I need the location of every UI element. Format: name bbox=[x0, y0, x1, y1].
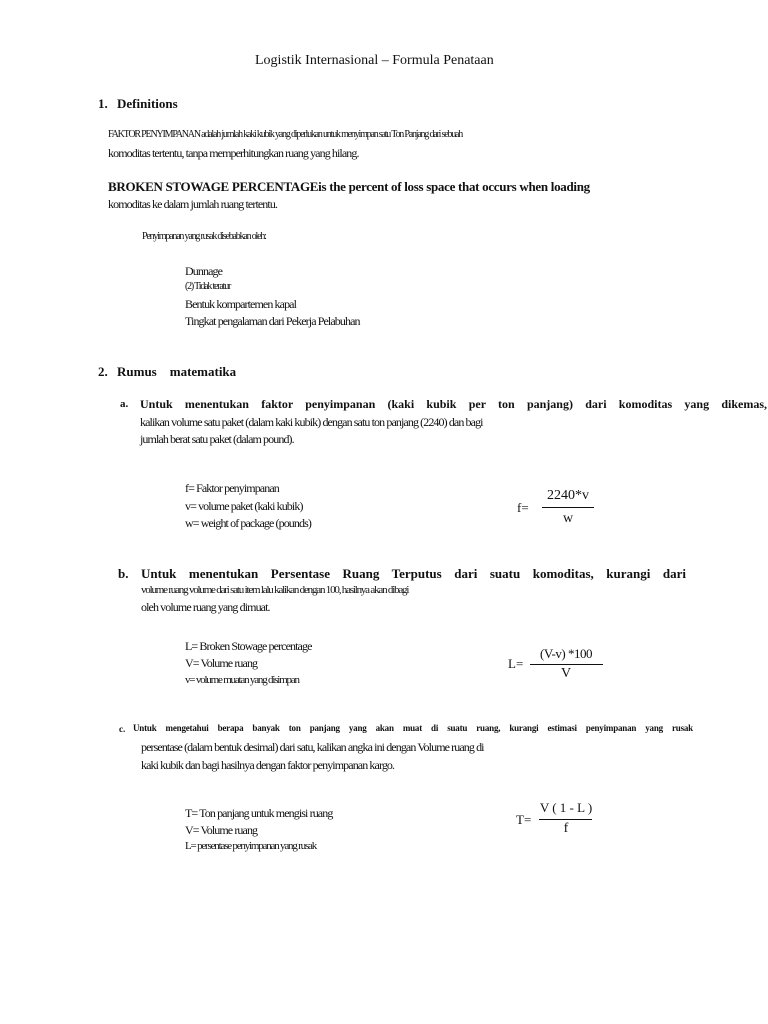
formula-b-line2: volume ruang volume dari satu item lalu kalikan dengan 100, hasilnya akan dibagi bbox=[141, 584, 409, 596]
formula-a-line3: jumlah berat satu paket (dalam pound). bbox=[140, 432, 294, 446]
formula-b-numerator: (V-v) *100 bbox=[540, 646, 592, 661]
formula-c-line1: Untuk mengetahui berapa banyak ton panjang yang akan muat di suatu ruang, kurangi estimasi penyimpanan yang rusak bbox=[133, 723, 693, 733]
caused-by-label: Penyimpanan yang rusak disebabkan oleh: bbox=[142, 231, 266, 242]
formula-b-denominator: V bbox=[560, 666, 572, 681]
section-2-number: 2. bbox=[98, 364, 108, 379]
section-1-heading: Definitions bbox=[117, 96, 178, 111]
formula-c-denominator: f bbox=[563, 821, 569, 836]
formula-a-variable: w= weight of package (pounds) bbox=[185, 516, 311, 530]
formula-a-denominator: w bbox=[562, 511, 574, 526]
formula-b-fraction-bar bbox=[530, 664, 603, 665]
formula-a-variable: v= volume paket (kaki kubik) bbox=[185, 499, 303, 513]
formula-b-line1: Untuk menentukan Persentase Ruang Terputus dari suatu komoditas, kurangi dari bbox=[141, 566, 686, 581]
stowage-factor-definition-line2: komoditas tertentu, tanpa memperhitungkan ruang yang hilang. bbox=[108, 146, 359, 160]
formula-c-numerator: V ( 1 - L ) bbox=[539, 800, 593, 815]
formula-b-label: b. bbox=[118, 566, 129, 581]
formula-b-variable: V= Volume ruang bbox=[185, 656, 258, 670]
formula-c-line2: persentase (dalam bentuk desimal) dari satu, kalikan angka ini dengan Volume ruang di bbox=[141, 740, 484, 754]
formula-a-line2: kalikan volume satu paket (dalam kaki kubik) dengan satu ton panjang (2240) dan bagi bbox=[140, 415, 483, 429]
formula-a-lhs: f= bbox=[517, 500, 529, 515]
formula-b-variable: L= Broken Stowage percentage bbox=[185, 639, 312, 653]
section-1-number: 1. bbox=[98, 96, 108, 111]
formula-c-lhs: T= bbox=[516, 812, 532, 827]
formula-a-line1: Untuk menentukan faktor penyimpanan (kaki kubik per ton panjang) dari komoditas yang dikemas, bbox=[140, 397, 767, 411]
formula-b-lhs: L= bbox=[508, 656, 524, 671]
formula-b-variable: v= volume muatan yang disimpan bbox=[185, 674, 299, 686]
formula-a-numerator: 2240*v bbox=[547, 488, 589, 503]
formula-c-label: c. bbox=[119, 724, 126, 734]
section-2-heading: Rumus matematika bbox=[117, 364, 237, 379]
formula-a-variable: f= Faktor penyimpanan bbox=[185, 481, 279, 495]
formula-c-variable: V= Volume ruang bbox=[185, 823, 258, 837]
stowage-factor-definition-line1: FAKTOR PENYIMPANAN adalah jumlah kaki kubik yang diperlukan untuk menyimpan satu Ton Panjang dari sebuah bbox=[108, 129, 463, 140]
formula-b-line3: oleh volume ruang yang dimuat. bbox=[141, 600, 270, 614]
formula-c-line3: kaki kubik dan bagi hasilnya dengan faktor penyimpanan kargo. bbox=[141, 758, 395, 772]
formula-c-variable: T= Ton panjang untuk mengisi ruang bbox=[185, 806, 333, 820]
formula-c-fraction-bar bbox=[539, 819, 592, 820]
formula-a-fraction-bar bbox=[542, 507, 594, 508]
page-title: Logistik Internasional – Formula Penataan bbox=[255, 53, 494, 68]
formula-c-variable: L= persentase penyimpanan yang rusak bbox=[185, 840, 317, 852]
broken-stowage-definition-line1: BROKEN STOWAGE PERCENTAGEis the percent of loss space that occurs when loading bbox=[108, 179, 590, 194]
formula-a-label: a. bbox=[120, 398, 129, 410]
cause-item: (2) Tidak teratur bbox=[185, 281, 231, 292]
cause-item: Tingkat pengalaman dari Pekerja Pelabuhan bbox=[185, 314, 360, 328]
cause-item: Dunnage bbox=[185, 264, 223, 278]
cause-item: Bentuk kompartemen kapal bbox=[185, 297, 297, 311]
broken-stowage-definition-line2: komoditas ke dalam jumlah ruang tertentu. bbox=[108, 197, 278, 211]
